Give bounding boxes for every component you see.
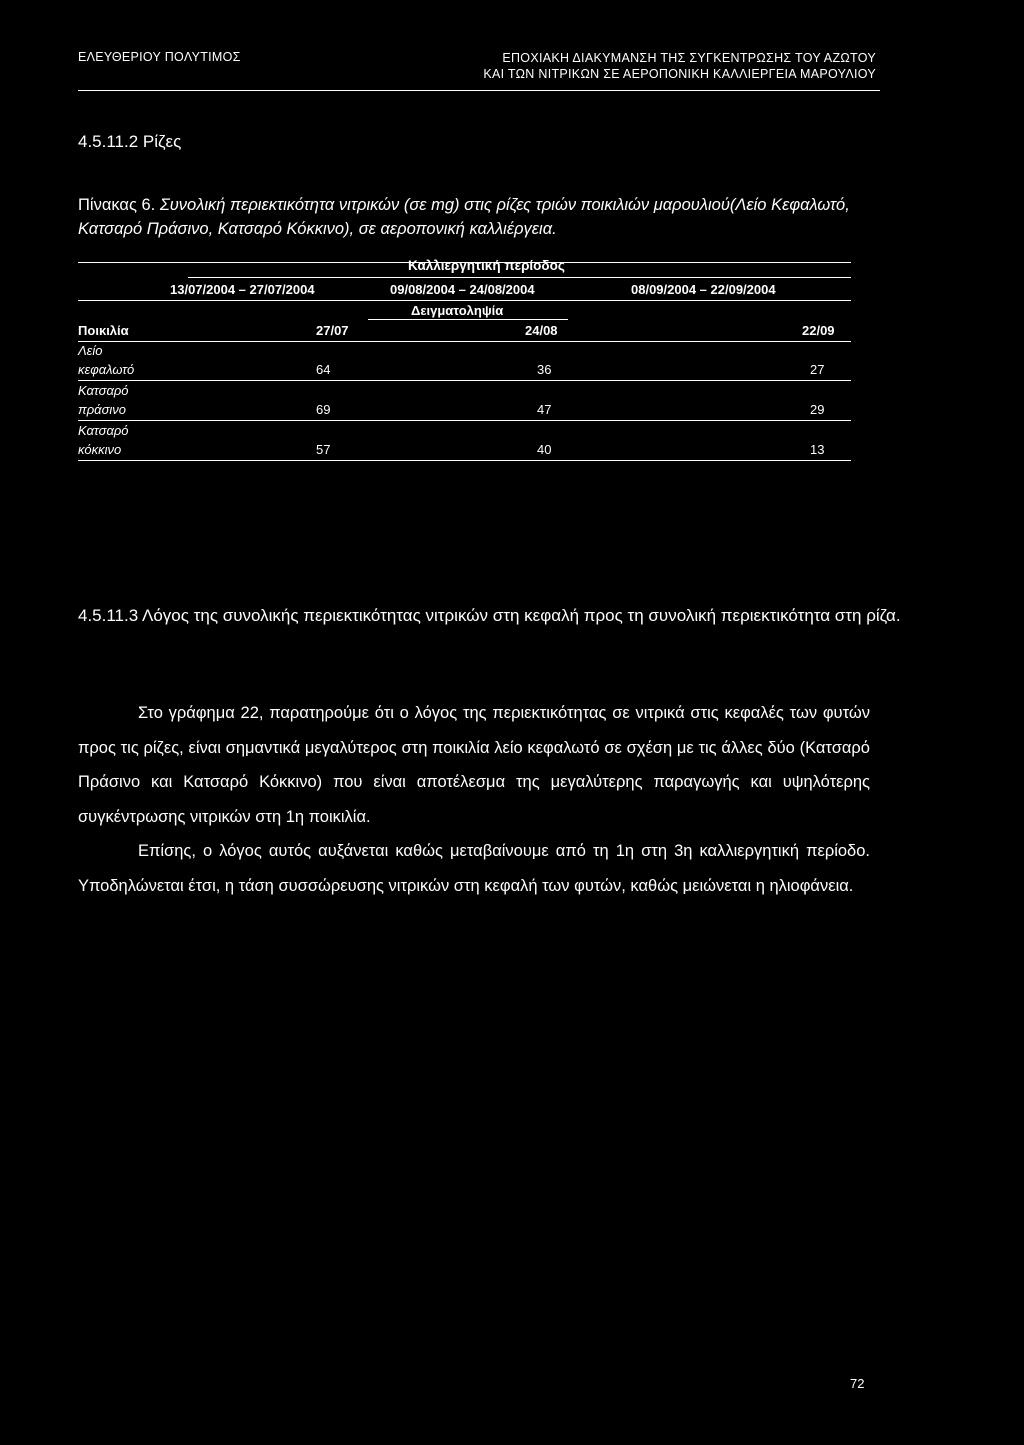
header-author: ΕΛΕΥΘΕΡΙΟΥ ΠΟΛΥΤΙΜΟΣ: [78, 50, 241, 64]
table-row-rule: [78, 420, 851, 421]
table-caption-text: Συνολική περιεκτικότητα νιτρικών (σε mg) στις ρίζες τριών ποικιλιών μαρουλιού(Λείο Κεφαλωτό, Κατσαρό Πράσινο, Κατσαρό Κόκκινο), σε αεροπονική καλλιέργεια.: [78, 196, 850, 238]
table-cell: 64: [316, 362, 331, 377]
table-cell: 13: [810, 442, 825, 457]
table-periods-rule: [78, 300, 851, 301]
page-number: 72: [850, 1376, 865, 1391]
header-title-line1: ΕΠΟΧΙΑΚΗ ΔΙΑΚΥΜΑΝΣΗ ΤΗΣ ΣΥΓΚΕΝΤΡΩΣΗΣ ΤΟΥ ΑΖΩΤΟΥ: [502, 51, 876, 65]
header-title-line2: ΚΑΙ ΤΩΝ ΝΙΤΡΙΚΩΝ ΣΕ ΑΕΡΟΠΟΝΙΚΗ ΚΑΛΛΙΕΡΓΕΙΑ ΜΑΡΟΥΛΙΟΥ: [483, 67, 876, 81]
table-cell: 69: [316, 402, 331, 417]
period-3-header: 08/09/2004 – 22/09/2004: [631, 282, 776, 297]
body-text: [78, 696, 870, 903]
period-2-header: 09/08/2004 – 24/08/2004: [390, 282, 535, 297]
header-divider: [78, 90, 880, 91]
table-cell: 27: [810, 362, 825, 377]
table-cell: 57: [316, 442, 331, 457]
variety-name-line2: κόκκινο: [78, 442, 122, 457]
section-heading-roots: 4.5.11.2 Ρίζες: [78, 132, 182, 151]
header-title: [483, 50, 876, 82]
sampling-date-1: 27/07: [316, 323, 349, 338]
variety-name-line1: Κατσαρό: [78, 423, 129, 438]
period-1-header: 13/07/2004 – 27/07/2004: [170, 282, 315, 297]
table-group-header: Καλλιεργητική περίοδος: [408, 258, 565, 273]
sampling-date-3: 22/09: [802, 323, 835, 338]
variety-name-line2: πράσινο: [78, 402, 127, 417]
variety-name-line1: Κατσαρό: [78, 383, 129, 398]
variety-header: Ποικιλία: [78, 323, 129, 338]
section-heading-ratio: 4.5.11.3 Λόγος της συνολικής περιεκτικότητας νιτρικών στη κεφαλή προς τη συνολική περιεκτικότητα στη ρίζα.: [78, 606, 901, 625]
table-sampling-rule: [368, 319, 568, 320]
table-bottom-rule: [78, 460, 851, 461]
table-cell: 36: [537, 362, 552, 377]
table-cell: 47: [537, 402, 552, 417]
variety-name-line1: Λείο: [78, 343, 103, 358]
paragraph: Επίσης, ο λόγος αυτός αυξάνεται καθώς μεταβαίνουμε από τη 1η στη 3η καλλιεργητική περίοδο. Υποδηλώνεται έτσι, η τάση συσσώρευσης νιτρικών στη κεφαλή των φυτών, καθώς μειώνεται η ηλιοφάνεια.: [78, 842, 870, 895]
table-header-rule: [78, 341, 851, 342]
table-cell: 29: [810, 402, 825, 417]
table-cell: 40: [537, 442, 552, 457]
paragraph: Στο γράφημα 22, παρατηρούμε ότι ο λόγος της περιεκτικότητας σε νιτρικά στις κεφαλές των φυτών προς τις ρίζες, είναι σημαντικά μεγαλύτερος στη ποικιλία λείο κεφαλωτό σε σχέση με τις άλλες δύο (Κατσαρό Πράσινο και Κατσαρό Κόκκινο) που είναι αποτέλεσμα της μεγαλύτερης παραγωγής και υψηλότερης συγκέντρωσης νιτρικών στη 1η ποικιλία.: [78, 704, 870, 826]
table-group-rule: [188, 277, 851, 278]
sampling-header: Δειγματοληψία: [411, 303, 504, 318]
table-caption-label: Πίνακας 6.: [78, 196, 160, 214]
variety-name-line2: κεφαλωτό: [78, 362, 135, 377]
table-caption: [78, 193, 898, 241]
table-row-rule: [78, 380, 851, 381]
sampling-date-2: 24/08: [525, 323, 558, 338]
